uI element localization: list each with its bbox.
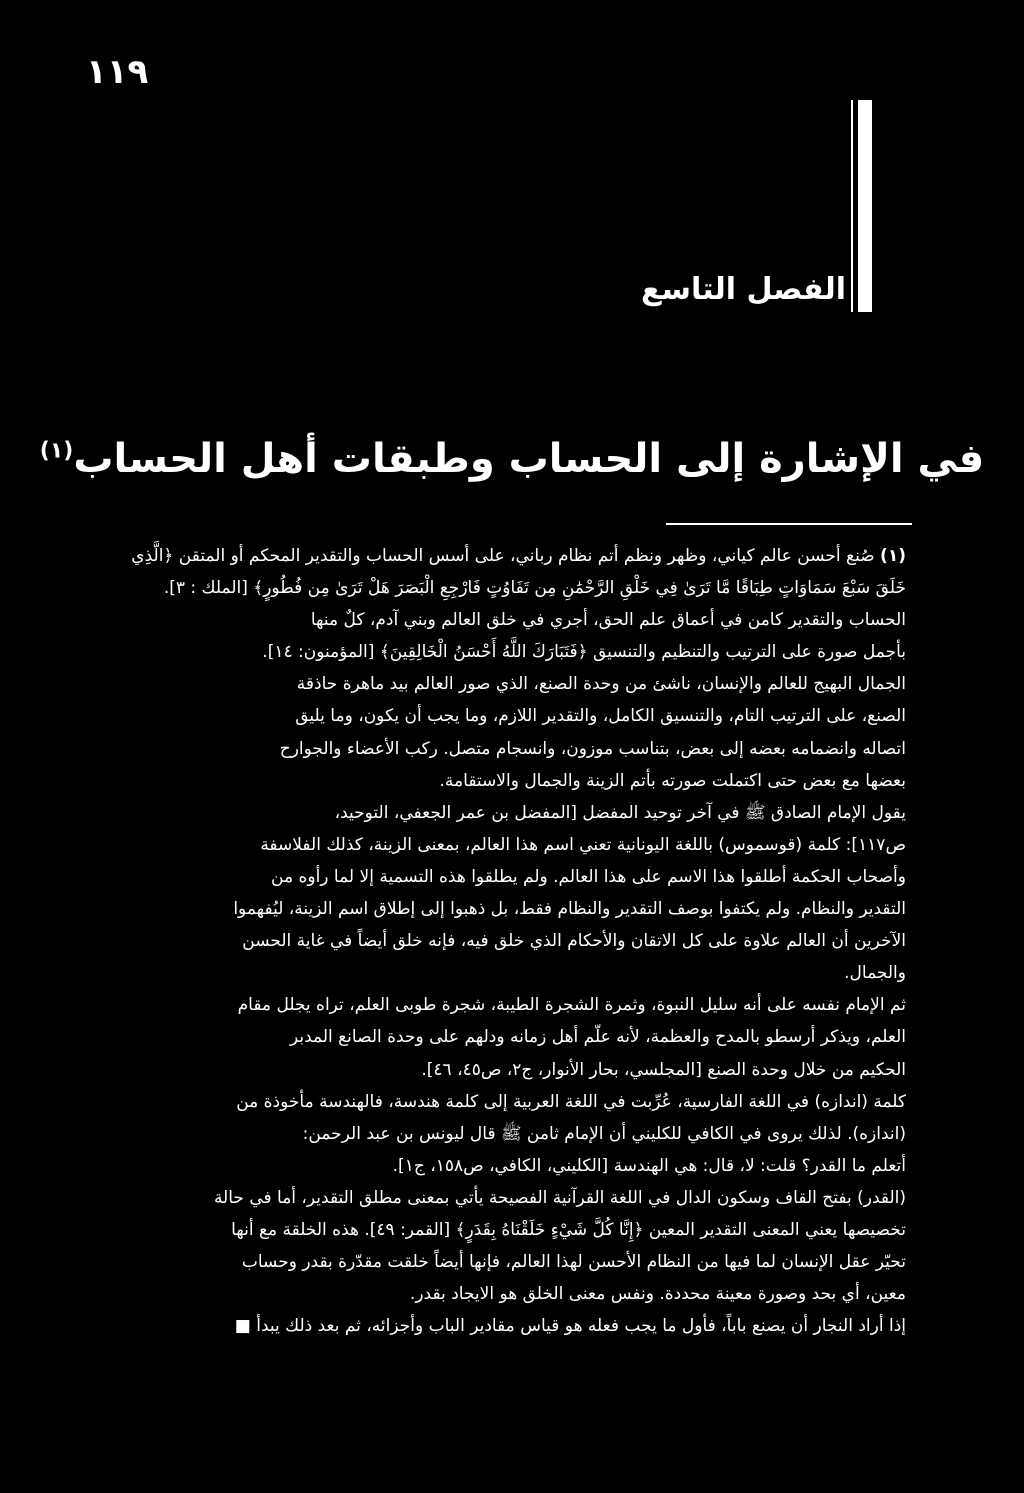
footnote-line: ثم الإمام نفسه على أنه سليل النبوة، وثمرة الشجرة الطيبة، شجرة طوبى العلم، تراه يجلل مقام	[237, 995, 906, 1016]
footnote-reference[interactable]: (١)	[39, 438, 74, 464]
footnote-line: تخصيصها يعني المعنى التقدير المعين ﴿إِنَّا كُلَّ شَيْءٍ خَلَقْنَاهُ بِقَدَرٍ﴾ [القمر: ٤٩]. هذه الخلقة مع أنها	[231, 1219, 906, 1240]
footnote-line: بعضها مع بعض حتى اكتملت صورته بأتم الزينة والجمال والاستقامة.	[439, 770, 906, 791]
footnote-body	[130, 540, 906, 1342]
footnote-line: الحكيم من خلال وحدة الصنع [المجلسي، بحار الأنوار، ج٢، ص٤٥، ٤٦].	[421, 1059, 906, 1080]
footnote-line: ص١١٧]: كلمة (قوسموس) باللغة اليونانية تعني اسم هذا العالم، بمعنى الزينة، كذلك الفلاسفة	[260, 834, 906, 855]
decorative-rule-thick	[858, 100, 872, 312]
page-number: ١١٩	[86, 52, 149, 92]
footnote-line: الحساب والتقدير كامن في أعماق علم الحق، أجري في خلق العالم وبني آدم، كلٌ منها	[310, 610, 906, 631]
footnote-line: الصنع، على الترتيب التام، والتنسيق الكامل، والتقدير اللازم، وما يجب أن يكون، وما يليق	[295, 706, 906, 727]
footnote-line: وأصحاب الحكمة أطلقوا هذا الاسم على هذا العالم. ولم يطلقوا هذه التسمية إلا لما رأوه من	[271, 866, 906, 887]
footnote-line-1	[130, 540, 906, 572]
footnote-line: (اندازه). لذلك يروى في الكافي للكليني أن الإمام ثامن ﷺ قال ليونس بن عبد الرحمن:	[302, 1123, 906, 1144]
decorative-rule-thin	[851, 100, 853, 312]
footnote-line: يقول الإمام الصادق ﷺ في آخر توحيد المفضل [المفضل بن عمر الجعفي، التوحيد،	[334, 802, 906, 823]
chapter-title	[0, 436, 1024, 482]
footnote-separator	[666, 523, 912, 525]
footnote-line: بأجمل صورة على الترتيب والتنظيم والتنسيق ﴿فَتَبَارَكَ اللَّهُ أَحْسَنُ الْخَالِقِينَ﴾ [المؤمنون: ١٤].	[262, 642, 906, 663]
footnote-line: التقدير والنظام. ولم يكتفوا بوصف التقدير والنظام فقط، بل ذهبوا إلى إطلاق اسم الزينة، ليُفهموا	[233, 899, 906, 920]
footnote-line: اتصاله وانضمامه بعضه إلى بعض، بتناسب موزون، وانسجام متصل. ركب الأعضاء والجوارح	[279, 738, 906, 759]
footnote-line: خَلَقَ سَبْعَ سَمَاوَاتٍ طِبَاقًا مَّا تَرَىٰ فِي خَلْقِ الرَّحْمَٰنِ مِن تَفَاوُتٍ فَارْجِعِ الْبَصَرَ هَلْ تَرَىٰ مِن فُطُورٍ﴾ [الملك : ٣].	[163, 578, 906, 599]
footnote-line: كلمة (اندازه) في اللغة الفارسية، عُرِّبت في اللغة العربية إلى كلمة هندسة، فالهندسة مأخوذة من	[236, 1091, 906, 1112]
footnote-marker: (١)	[880, 546, 906, 566]
footnote-line: الجمال البهيج للعالم والإنسان، ناشئ من وحدة الصنع، الذي صور العالم بيد ماهرة حاذقة	[296, 674, 906, 695]
footnote-line: إذا أراد النجار أن يصنع باباً، فأول ما يجب فعله هو قياس مقادير الباب وأجزائه، ثم بعد ذلك يبدأ ■	[234, 1316, 906, 1337]
footnote-line: معين، أي بحد وصورة معينة محددة. ونفس معنى الخلق هو الايجاد بقدر.	[409, 1284, 906, 1305]
footnote-line: العلم، ويذكر أرسطو بالمدح والعظمة، لأنه علّم أهل زمانه ودلهم على وحدة الصانع المدبر	[289, 1027, 906, 1048]
footnote-line: والجمال.	[844, 963, 906, 984]
footnote-line-text: صُنع أحسن عالم كياني، وظهر ونظم أتم نظام رباني، على أسس الحساب والتقدير المحكم أو المتقن ﴿الَّذِي	[131, 546, 875, 566]
footnote-line: تحيّر عقل الإنسان لما فيها من النظام الأحسن لهذا العالم، فإنها أيضاً خلقت مقدّرة بقدر وحساب	[241, 1252, 906, 1273]
footnote-line: أتعلم ما القدر؟ قلت: لا، قال: هي الهندسة [الكليني، الكافي، ص١٥٨، ج١].	[392, 1155, 906, 1176]
footnote-line: (القدر) بفتح القاف وسكون الدال في اللغة القرآنية الفصيحة يأتي بمعنى مطلق التقدير، أما في حالة	[213, 1187, 906, 1208]
footnote-line: الآخرين أن العالم علاوة على كل الاتقان والأحكام الذي خلق فيه، فإنه خلق أيضاً في غاية الحسن	[242, 931, 906, 952]
section-heading: الفصل التاسع	[641, 272, 846, 307]
chapter-title-text: في الإشارة إلى الحساب وطبقات أهل الحساب	[73, 436, 985, 482]
